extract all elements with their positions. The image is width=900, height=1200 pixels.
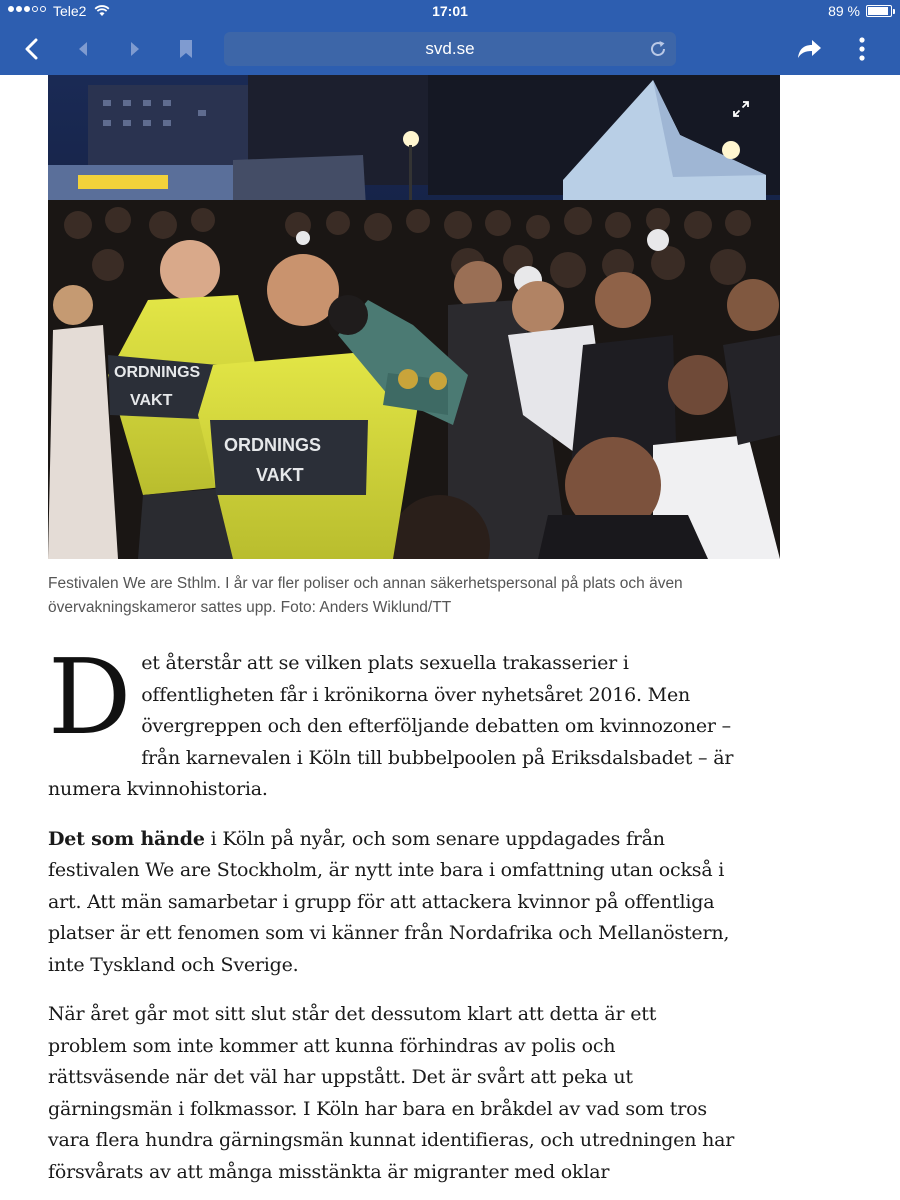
forward-button[interactable] — [120, 34, 150, 64]
expand-image-icon[interactable] — [732, 100, 750, 118]
paragraph-1 — [48, 636, 738, 806]
paragraph-1-text: et återstår att se vilken plats sexuella trakasserier i offentligheten får i krönikorna över nyhetsåret 2016. Men övergreppen och den efterföljande debatten om kvinnozoner – från karnevalen i Köln till bubbelpoolen på Eriksdalsbadet – är numera kvinnohistoria. — [48, 652, 734, 800]
paragraph-3: När året går mot sitt slut står det dessutom klart att detta är ett problem som inte kommer att kunna förhindras av polis och rättsväsende när det väl har uppstått. Det är svårt att peka ut gärningsmän i folkmassor. I Köln har bara en bråkdel av vad som tros vara flera hundra gärningsmän kunnat identifieras, och utredningen har försvårats av att många misstänkta är migranter med oklar — [48, 1003, 735, 1183]
bookmark-icon[interactable] — [171, 34, 201, 64]
carrier-name: Tele2 — [53, 3, 87, 19]
share-icon[interactable] — [795, 34, 825, 64]
svg-text:VAKT: VAKT — [130, 392, 173, 409]
browser-chrome — [0, 0, 900, 75]
status-bar — [0, 0, 900, 24]
url-text: svd.se — [425, 39, 475, 58]
more-options-icon[interactable] — [847, 34, 877, 64]
browser-toolbar — [0, 24, 900, 75]
paragraph-2-text: i Köln på nyår, och som senare uppdagades från festivalen We are Stockholm, är nytt inte bara i omfattning utan också i art. Att män samarbetar i grupp för att attackera kvinnor på offentliga platser är ett fenomen som vi känner från Nordafrika och Mellanöstern, inte Tyskland och Sverige. — [48, 827, 730, 976]
paragraph-2 — [48, 824, 738, 982]
article-body — [48, 636, 738, 1200]
battery-percent: 89 % — [828, 3, 860, 19]
status-time: 17:01 — [432, 3, 468, 19]
battery-icon — [866, 5, 892, 17]
vest-text-left: ORDNINGS — [114, 364, 201, 381]
back-button[interactable] — [16, 34, 46, 64]
article-hero-image[interactable] — [48, 75, 780, 559]
festival-crowd-photo — [48, 75, 780, 559]
vest-text-center: ORDNINGS — [224, 435, 322, 455]
address-bar[interactable] — [224, 32, 676, 66]
reload-icon[interactable] — [648, 39, 668, 64]
tab-back-button[interactable] — [68, 34, 98, 64]
image-caption: Festivalen We are Sthlm. I år var fler poliser och annan säkerhetspersonal på plats och även övervakningskameror sattes upp. Foto: Anders Wiklund/TT — [48, 575, 683, 616]
drop-cap: D — [48, 636, 132, 758]
paragraph-2-lead: Det som hände — [48, 827, 205, 850]
svg-text:VAKT: VAKT — [256, 465, 304, 485]
